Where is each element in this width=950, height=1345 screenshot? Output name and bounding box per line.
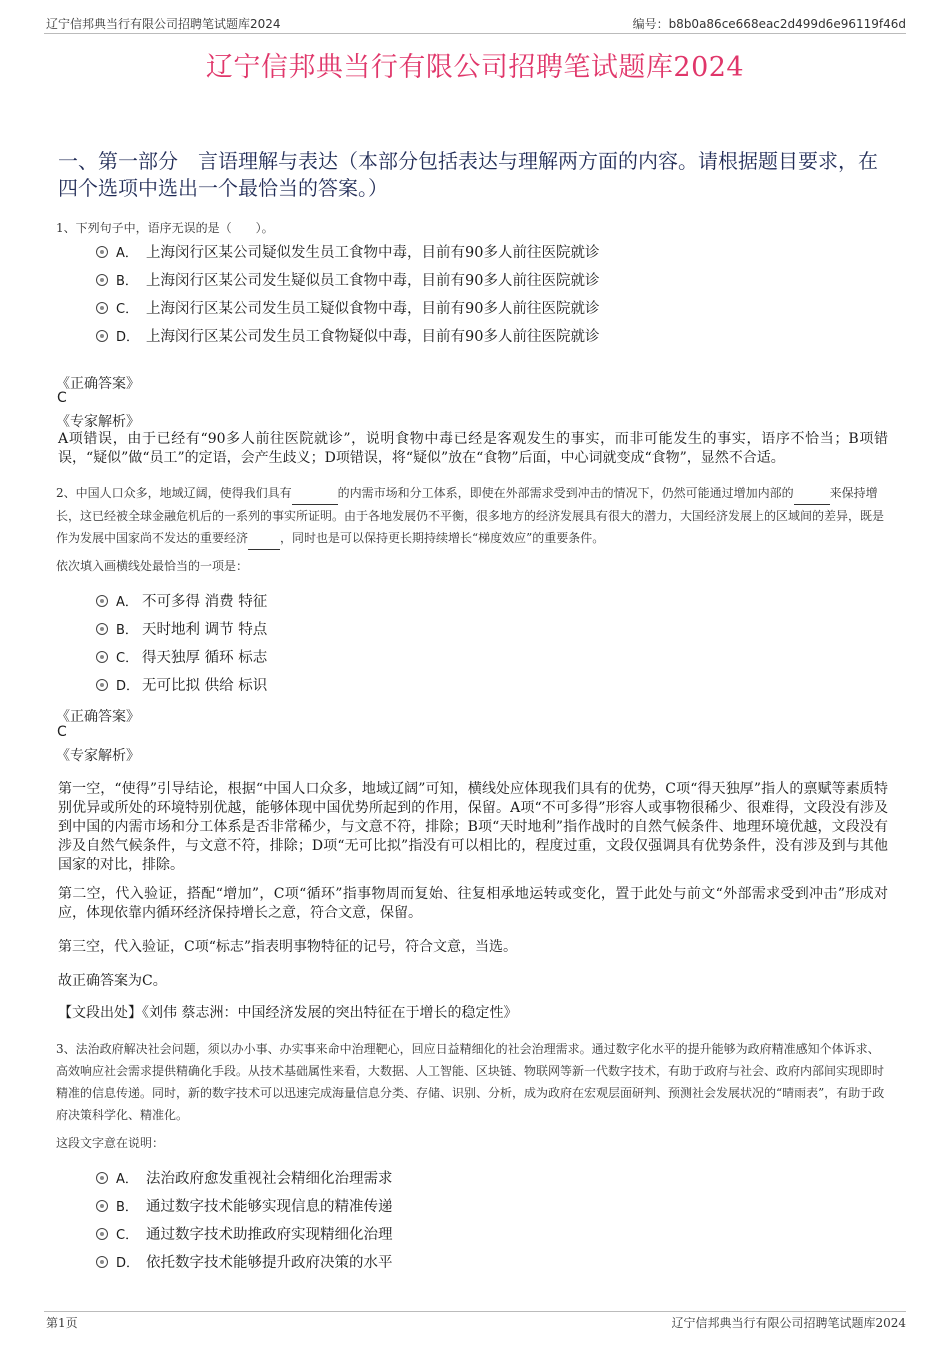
option-text: 依托数字技术能够提升政府决策的水平 (146, 1255, 393, 1271)
q3-option-a[interactable] (96, 1168, 393, 1190)
radio-icon[interactable] (96, 1228, 108, 1240)
option-text: 上海闵行区某公司发生疑似员工食物中毒，目前有90多人前往医院就诊 (146, 273, 600, 289)
q3-stem: 3、法治政府解决社会问题，须以办小事、办实事来命中治理靶心，回应日益精细化的社会治理需求。通过数字化水平的提升能够为政府精准感知个体诉求、高效响应社会需求提供精确化手段。从技术基础属性来看，大数据、人工智能、区块链、物联网等新一代数字技术，有助于政府与社会、政府内部间实现即时精准的信息传递。同时，新的数字技术可以迅速完成海量信息分类、存储、识别、分析，成为政府在宏观层面研判、预测社会发展状况的“晴雨表”，有助于政府决策科学化、精准化。 (56, 1042, 885, 1122)
section-title: 一、第一部分 言语理解与表达（本部分包括表达与理解两方面的内容。请根据题目要求，在四个选项中选出一个最恰当的答案。） (58, 149, 878, 200)
q3-option-c[interactable] (96, 1224, 393, 1246)
option-text: 无可比拟 供给 标识 (142, 678, 268, 694)
q3-option-d[interactable] (96, 1252, 393, 1274)
option-key: C． (116, 1228, 139, 1243)
option-text: 得天独厚 循环 标志 (142, 650, 268, 666)
q2-prompt: 依次填入画横线处最恰当的一项是： (56, 559, 249, 573)
radio-icon[interactable] (96, 274, 108, 286)
radio-icon[interactable] (96, 623, 108, 635)
q2-stem-part3: 来保持增长，这已经被全球金融危机后的一系列的事实所证明。由于各地发展仍不平衡，很多地方的经济发展具有很大的潜力，大国经济发展上的区域间的差异，既是作为发展中国家尚不发达的重要经济 (56, 486, 885, 545)
blank-2 (794, 482, 830, 505)
q2-answer-label: 《正确答案》 (56, 709, 140, 725)
radio-icon[interactable] (96, 1256, 108, 1268)
option-key: D． (116, 679, 140, 694)
radio-icon[interactable] (96, 595, 108, 607)
q1-option-d[interactable] (96, 326, 599, 348)
q2-analysis-label: 《专家解析》 (56, 748, 140, 764)
q2-analysis-p2: 第二空，代入验证，搭配“增加”，C项“循环”指事物周而复始、往复相承地运转或变化，置于此处与前文“外部需求受到冲击”形成对应，体现依靠内循环经济保持增长之意，符合文意，保留。 (58, 886, 888, 921)
option-text: 上海闵行区某公司疑似发生员工食物中毒，目前有90多人前往医院就诊 (146, 245, 600, 261)
document-title: 辽宁信邦典当行有限公司招聘笔试题库2024 (205, 52, 745, 83)
radio-icon[interactable] (96, 1172, 108, 1184)
option-text: 通过数字技术助推政府实现精细化治理 (146, 1227, 393, 1243)
radio-icon[interactable] (96, 1200, 108, 1212)
q2-analysis-p3: 第三空，代入验证，C项“标志”指表明事物特征的记号，符合文意，当选。 (58, 939, 518, 955)
q2-stem-part1: 2、中国人口众多，地域辽阔，使得我们具有 (56, 486, 292, 500)
q2-option-a[interactable] (96, 591, 267, 613)
q2-option-b[interactable] (96, 619, 267, 641)
option-key: A． (116, 246, 138, 261)
q2-analysis-p1: 第一空，“使得”引导结论，根据“中国人口众多，地域辽阔”可知，横线处应体现我们具有的优势，C项“得天独厚”指人的禀赋等素质特别优异或所处的环境特别优越，能够体现中国优势所起到的作用，保留。A项“不可多得”形容人或事物很稀少、很难得，文段没有涉及到中国的内需市场和分工体系是否非常稀少，与文意不符，排除；B项“天时地利”指作战时的自然气候条件、地理环境优越，文段没有涉及自然气候条件，与文意不符，排除；D项“无可比拟”指没有可以相比的，程度过重，文段仅强调具有优势条件，没有涉及到与其他国家的对比，排除。 (58, 781, 888, 873)
blank-1 (292, 482, 338, 505)
option-text: 通过数字技术能够实现信息的精准传递 (146, 1199, 393, 1215)
option-text: 上海闵行区某公司发生员工疑似食物中毒，目前有90多人前往医院就诊 (146, 301, 600, 317)
page-number: 第1页 (46, 1316, 78, 1330)
q1-option-a[interactable] (96, 242, 599, 264)
q1-answer: C (57, 390, 67, 406)
q2-analysis-p4: 故正确答案为C。 (58, 973, 167, 989)
option-key: B． (116, 623, 138, 638)
q2-stem-part4: ，同时也是可以保持更长期持续增长“梯度效应”的重要条件。 (280, 531, 605, 545)
option-key: C． (116, 302, 139, 317)
header-left-title: 辽宁信邦典当行有限公司招聘笔试题库2024 (46, 17, 281, 31)
option-text: 不可多得 消费 特征 (142, 594, 268, 610)
q1-option-c[interactable] (96, 298, 599, 320)
footer-divider (44, 1311, 906, 1312)
q1-answer-label: 《正确答案》 (56, 376, 140, 392)
option-key: B． (116, 1200, 138, 1215)
option-text: 上海闵行区某公司发生员工食物疑似中毒，目前有90多人前往医院就诊 (146, 329, 600, 345)
option-key: A． (116, 595, 138, 610)
radio-icon[interactable] (96, 302, 108, 314)
blank-3 (248, 527, 280, 550)
option-key: D． (116, 330, 140, 345)
q2-stem-part2: 的内需市场和分工体系，即使在外部需求受到冲击的情况下，仍然可能通过增加内部的 (337, 486, 794, 500)
q2-source: 【文段出处】《刘伟 蔡志洲：中国经济发展的突出特征在于增长的稳定性》 (58, 1005, 518, 1021)
option-key: D． (116, 1256, 140, 1271)
option-key: A． (116, 1172, 138, 1187)
option-key: C． (116, 651, 139, 666)
option-text: 法治政府愈发重视社会精细化治理需求 (146, 1171, 393, 1187)
q1-option-b[interactable] (96, 270, 599, 292)
q2-stem (56, 482, 890, 550)
radio-icon[interactable] (96, 679, 108, 691)
option-text: 天时地利 调节 特点 (142, 622, 268, 638)
q1-analysis-label: 《专家解析》 (56, 414, 140, 430)
radio-icon[interactable] (96, 330, 108, 342)
header-doc-number: 编号：b8b0a86ce668eac2d499d6e96119f46d (632, 17, 906, 31)
q1-stem: 1、下列句子中，语序无误的是（ ）。 (56, 221, 274, 235)
q3-prompt: 这段文字意在说明： (56, 1136, 165, 1150)
option-key: B． (116, 274, 138, 289)
q2-option-d[interactable] (96, 675, 267, 697)
footer-title: 辽宁信邦典当行有限公司招聘笔试题库2024 (671, 1316, 906, 1330)
q3-option-b[interactable] (96, 1196, 393, 1218)
q2-answer: C (57, 724, 67, 740)
radio-icon[interactable] (96, 246, 108, 258)
radio-icon[interactable] (96, 651, 108, 663)
header-divider (44, 33, 906, 34)
q2-option-c[interactable] (96, 647, 267, 669)
q1-analysis: A项错误，由于已经有“90多人前往医院就诊”，说明食物中毒已经是客观发生的事实，而非可能发生的事实，语序不恰当；B项错误，“疑似”做“员工”的定语，会产生歧义；D项错误，将“疑似”放在“食物”后面，中心词就变成“食物”，显然不合适。 (58, 431, 888, 466)
